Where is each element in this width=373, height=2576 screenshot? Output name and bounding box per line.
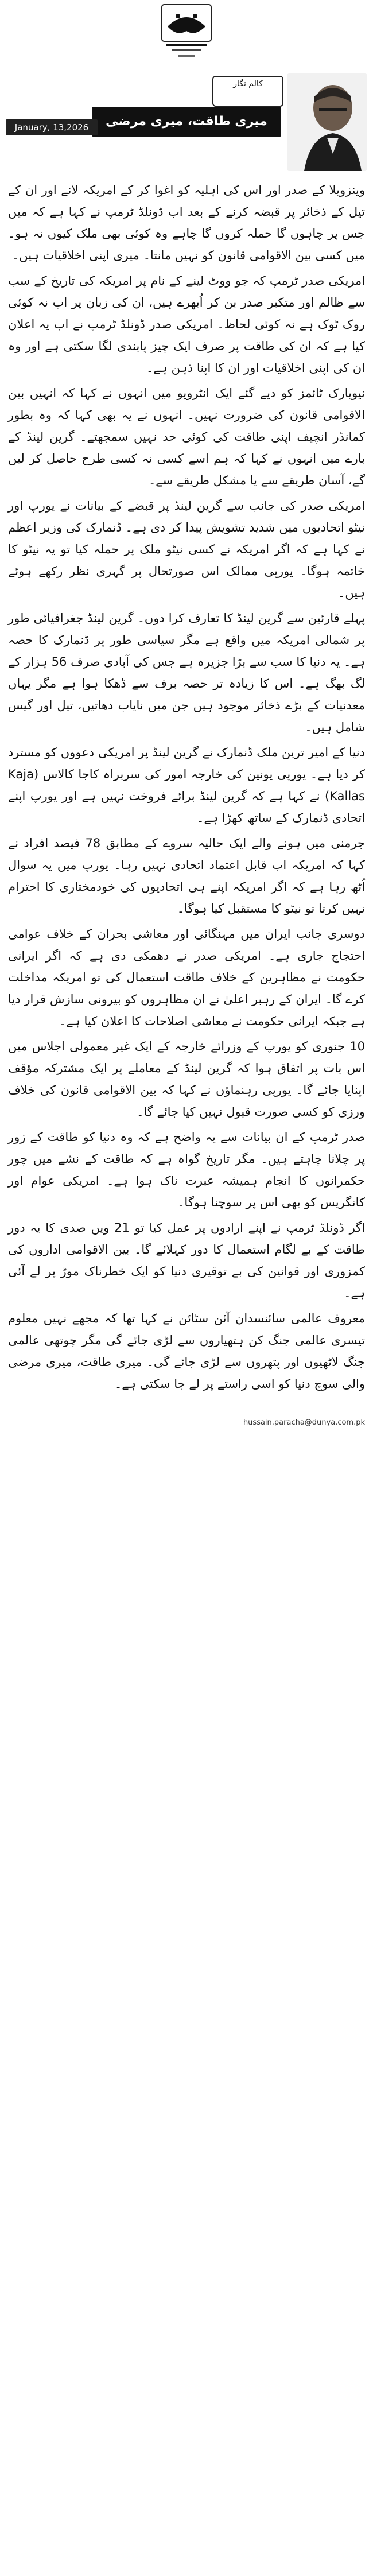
article-paragraph: دوسری جانب ایران میں مہنگائی اور معاشی بحران کے خلاف عوامی احتجاج جاری ہے۔ امریکی صدر نے دھمکی دی ہے کہ اگر ایرانی حکومت نے مظاہرین کے خلاف طاقت استعمال کی تو امریکہ مداخلت کرے گا۔ ایران کے رہبر اعلیٰ نے ان مظاہروں کو بیرونی سازش قرار دیا ہے جبکہ ایرانی حکومت نے معاشی اصلاحات کا اعلان کیا ہے۔ — [8, 927, 365, 1028]
author-portrait — [287, 73, 367, 171]
column-byline — [6, 73, 367, 174]
article-paragraph: دنیا کے امیر ترین ملک ڈنمارک نے گرین لینڈ پر امریکی دعووں کو مسترد کر دیا ہے۔ یورپی یونین کی خارجہ امور کی سربراہ کاجا کالاس (Kaja Kallas) نے کہا ہے کہ گرین لینڈ برائے فروخت نہیں ہے اور یورپ اپنے اتحادی ڈنمارک کے ساتھ کھڑا ہے۔ — [8, 746, 365, 825]
column-label: کالم نگار — [212, 76, 283, 107]
author-photo-icon — [287, 73, 367, 171]
article-body — [8, 179, 365, 2561]
article-paragraph: پہلے قارئین سے گرین لینڈ کا تعارف کرا دوں۔ گرین لینڈ جغرافیائی طور پر شمالی امریکہ میں واقع ہے مگر سیاسی طور پر ڈنمارک کا حصہ ہے۔ یہ دنیا کا سب سے بڑا جزیرہ ہے جس کی آبادی صرف 56 ہزار کے لگ بھگ ہے۔ اس کا زیادہ تر حصہ برف سے ڈھکا ہوا ہے مگر یہاں معدنیات کے بڑے ذخائر موجود ہیں جن میں نایاب دھاتیں، تیل اور گیس شامل ہیں۔ — [8, 611, 365, 734]
publication-date: January, 13,2026 — [6, 119, 98, 135]
article-paragraph: 10 جنوری کو یورپ کے وزرائے خارجہ کے ایک غیر معمولی اجلاس میں اس بات پر اتفاق ہوا کہ گرین لینڈ کے معاملے پر ایک مشترکہ مؤقف اپنایا جائے گا۔ یورپی رہنماؤں نے کہا کہ بین الاقوامی قانون کی خلاف ورزی کو کسی صورت قبول نہیں کیا جائے گا۔ — [8, 1039, 365, 1119]
article-paragraph: وینزویلا کے صدر اور اس کی اہلیہ کو اغوا کر کے امریکہ لانے اور ان کے تیل کے ذخائر پر قبضہ کرنے کے بعد اب ڈونلڈ ٹرمپ نے کہا ہے کہ میں جس پر چاہوں گا حملہ کروں گا چاہے وہ کوئی بھی ملک کیوں نہ ہو۔ میں کسی بین الاقوامی قانون کو نہیں مانتا۔ میری اپنی اخلاقیات ہیں۔ — [8, 183, 365, 262]
newspaper-logo — [149, 3, 224, 68]
author-email: hussain.paracha@dunya.com.pk — [243, 1418, 365, 1427]
article-paragraph: اگر ڈونلڈ ٹرمپ نے اپنے ارادوں پر عمل کیا تو 21 ویں صدی کا یہ دور طاقت کے بے لگام استعمال کا دور کہلائے گا۔ بین الاقوامی اداروں کی کمزوری اور قوانین کی بے توقیری دنیا کو ایک خطرناک موڑ پر لے آئی ہے۔ — [8, 1221, 365, 1300]
article-paragraph: معروف عالمی سائنسدان آئن سٹائن نے کہا تھا کہ مجھے نہیں معلوم تیسری عالمی جنگ کن ہتھیاروں سے لڑی جائے گی مگر چوتھی عالمی جنگ لاٹھیوں اور پتھروں سے لڑی جائے گی۔ میری طاقت، میری مرضی والی سوچ دنیا کو اسی راستے پر لے جا سکتی ہے۔ — [8, 1312, 365, 1391]
article-paragraph: امریکی صدر کی جانب سے گرین لینڈ پر قبضے کے بیانات نے یورپ اور نیٹو اتحادیوں میں شدید تشویش پیدا کر دی ہے۔ ڈنمارک کی وزیر اعظم نے کہا ہے کہ اگر امریکہ نے کسی نیٹو ملک پر حملہ کیا تو یہ نیٹو کا خاتمہ ہوگا۔ یورپی ممالک اس صورتحال پر گہری نظر رکھے ہوئے ہیں۔ — [8, 499, 365, 600]
article-paragraph: صدر ٹرمپ کے ان بیانات سے یہ واضح ہے کہ وہ دنیا کو طاقت کے زور پر چلانا چاہتے ہیں۔ مگر تاریخ گواہ ہے کہ طاقت کے نشے میں چور حکمرانوں کا انجام ہمیشہ عبرت ناک ہوا ہے۔ امریکی عوام اور کانگریس کو بھی اس پر سوچنا ہوگا۔ — [8, 1130, 365, 1209]
article-paragraph: امریکی صدر ٹرمپ کہ جو ووٹ لینے کے نام پر امریکہ کی تاریخ کے سب سے ظالم اور متکبر صدر بن کر اُبھرے ہیں، ان کی زبان پر اب نہ کوئی روک ٹوک ہے نہ کوئی لحاظ۔ امریکی صدر ڈونلڈ ٹرمپ نے اب یہ اعلان کیا ہے کہ ان کی طاقت پر صرف ایک چیز پابندی لگا سکتی ہے اور وہ ان کی اپنی اخلاقیات اور ان کا اپنا ذہن ہے۔ — [8, 274, 365, 375]
column-title: میری طاقت، میری مرضی — [92, 107, 281, 137]
article-paragraph: نیویارک ٹائمز کو دیے گئے ایک انٹرویو میں انہوں نے کہا کہ انہیں بین الاقوامی قانون کی ضرورت نہیں۔ انہوں نے یہ بھی کہا کہ وہ بطور کمانڈر انچیف اپنی طاقت کی کوئی حد نہیں سمجھتے۔ گرین لینڈ کے بارے میں انہوں نے کہا کہ ہم اسے کسی نہ کسی طرح حاصل کر لیں گے، آسان طریقے سے یا مشکل طریقے سے۔ — [8, 386, 365, 487]
article-paragraph: جرمنی میں ہونے والے ایک حالیہ سروے کے مطابق 78 فیصد افراد نے کہا کہ امریکہ اب قابل اعتماد اتحادی نہیں رہا۔ یورپ میں یہ سوال اُٹھ رہا ہے کہ اگر امریکہ اپنے ہی اتحادیوں کی خودمختاری کا احترام نہیں کرتا تو نیٹو کا مستقبل کیا ہوگا۔ — [8, 836, 365, 915]
dunya-logo-icon — [149, 3, 224, 68]
